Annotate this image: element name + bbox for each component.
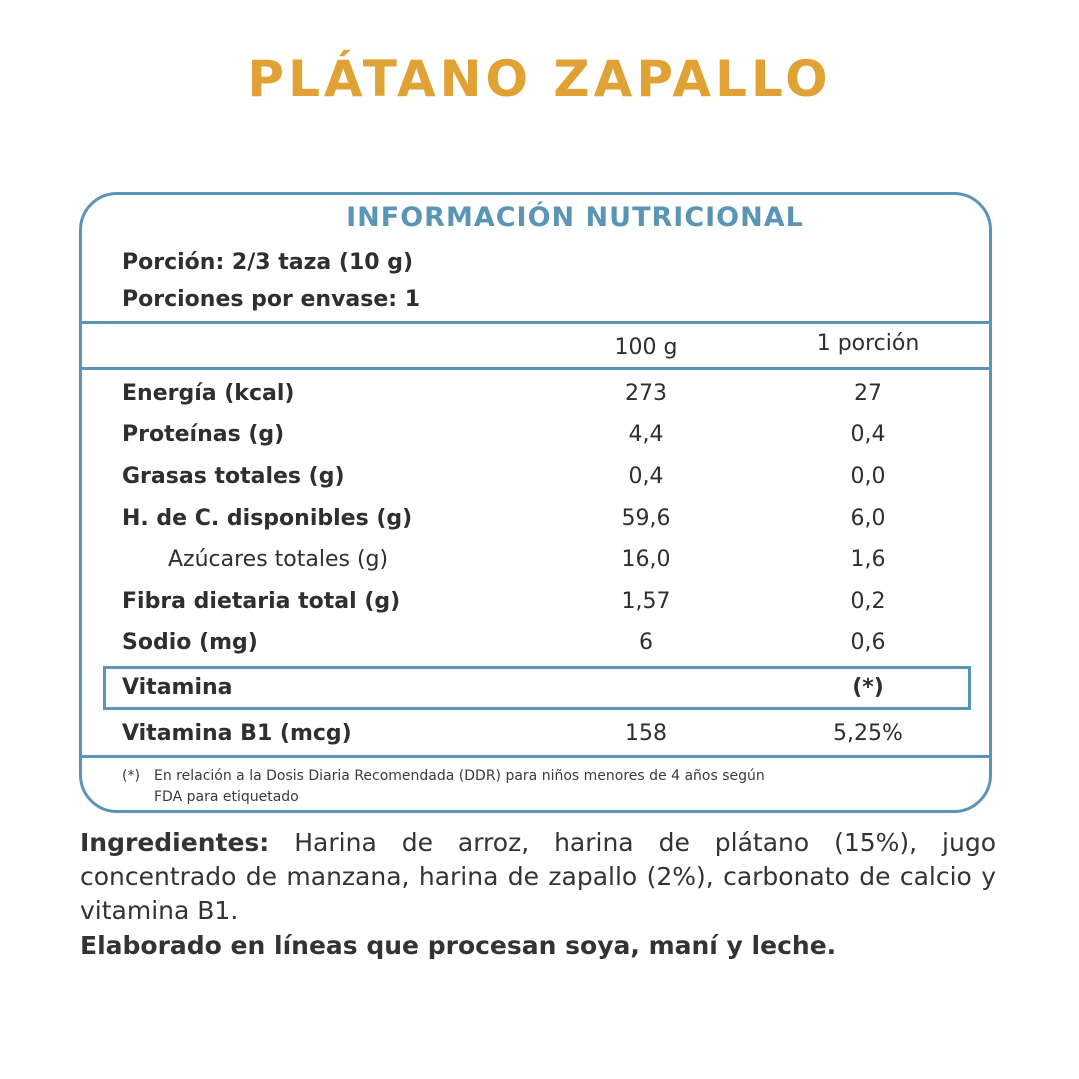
footnote xyxy=(122,766,942,808)
column-header-100g: 100 g xyxy=(614,335,678,360)
nutrient-value-serving: 0,6 xyxy=(850,630,886,655)
nutrient-label: Proteínas (g) xyxy=(122,422,285,447)
nutrient-value-100g: 16,0 xyxy=(621,547,671,572)
nutrition-panel-title: INFORMACIÓN NUTRICIONAL xyxy=(346,202,804,233)
nutrient-value-100g: 0,4 xyxy=(628,464,664,489)
ingredients-text: Harina de arroz, harina de plátano (15%), jugo concentrado de manzana, harina de zapallo (2%), carbonato de calcio y vitamina B1. xyxy=(80,828,997,925)
serving-size: Porción: 2/3 taza (10 g) xyxy=(122,250,414,275)
header-divider-bottom xyxy=(79,367,992,370)
nutrient-sublabel: Azúcares totales (g) xyxy=(168,547,389,572)
vitamin-value-serving: 5,25% xyxy=(833,721,903,746)
nutrient-value-serving: 0,4 xyxy=(850,422,886,447)
footnote-mark: (*) xyxy=(122,768,140,784)
ingredients-paragraph xyxy=(80,826,996,928)
column-header-serving: 1 porción xyxy=(816,331,920,356)
nutrient-value-100g: 273 xyxy=(625,381,667,406)
nutrient-value-serving: 0,2 xyxy=(850,589,886,614)
product-title: PLÁTANO ZAPALLO xyxy=(247,50,832,108)
vitamin-header-note: (*) xyxy=(852,675,884,700)
vitamin-label: Vitamina B1 (mcg) xyxy=(122,721,352,746)
nutrition-panel xyxy=(79,192,992,813)
nutrient-value-100g: 59,6 xyxy=(621,506,671,531)
allergen-notice: Elaborado en líneas que procesan soya, maní y leche. xyxy=(80,931,837,960)
nutrient-value-100g: 6 xyxy=(639,630,653,655)
ingredients-label: Ingredientes: xyxy=(80,828,270,857)
vitamin-header-label: Vitamina xyxy=(122,675,233,700)
nutrient-value-100g: 1,57 xyxy=(621,589,671,614)
nutrient-value-100g: 4,4 xyxy=(628,422,664,447)
nutrient-label: Sodio (mg) xyxy=(122,630,258,655)
nutrient-value-serving: 6,0 xyxy=(850,506,886,531)
footnote-line-1: En relación a la Dosis Diaria Recomendada (DDR) para niños menores de 4 años según xyxy=(154,768,765,784)
nutrient-value-serving: 0,0 xyxy=(850,464,886,489)
nutrient-label: Fibra dietaria total (g) xyxy=(122,589,401,614)
header-divider-top xyxy=(79,321,992,324)
nutrient-value-serving: 27 xyxy=(854,381,882,406)
vitamin-value-100g: 158 xyxy=(625,721,667,746)
nutrient-label: H. de C. disponibles (g) xyxy=(122,506,413,531)
servings-per-package: Porciones por envase: 1 xyxy=(122,287,421,312)
nutrient-label: Grasas totales (g) xyxy=(122,464,345,489)
nutrient-label: Energía (kcal) xyxy=(122,381,295,406)
footnote-divider xyxy=(79,755,992,758)
footnote-line-2: FDA para etiquetado xyxy=(154,789,299,805)
nutrient-value-serving: 1,6 xyxy=(850,547,886,572)
